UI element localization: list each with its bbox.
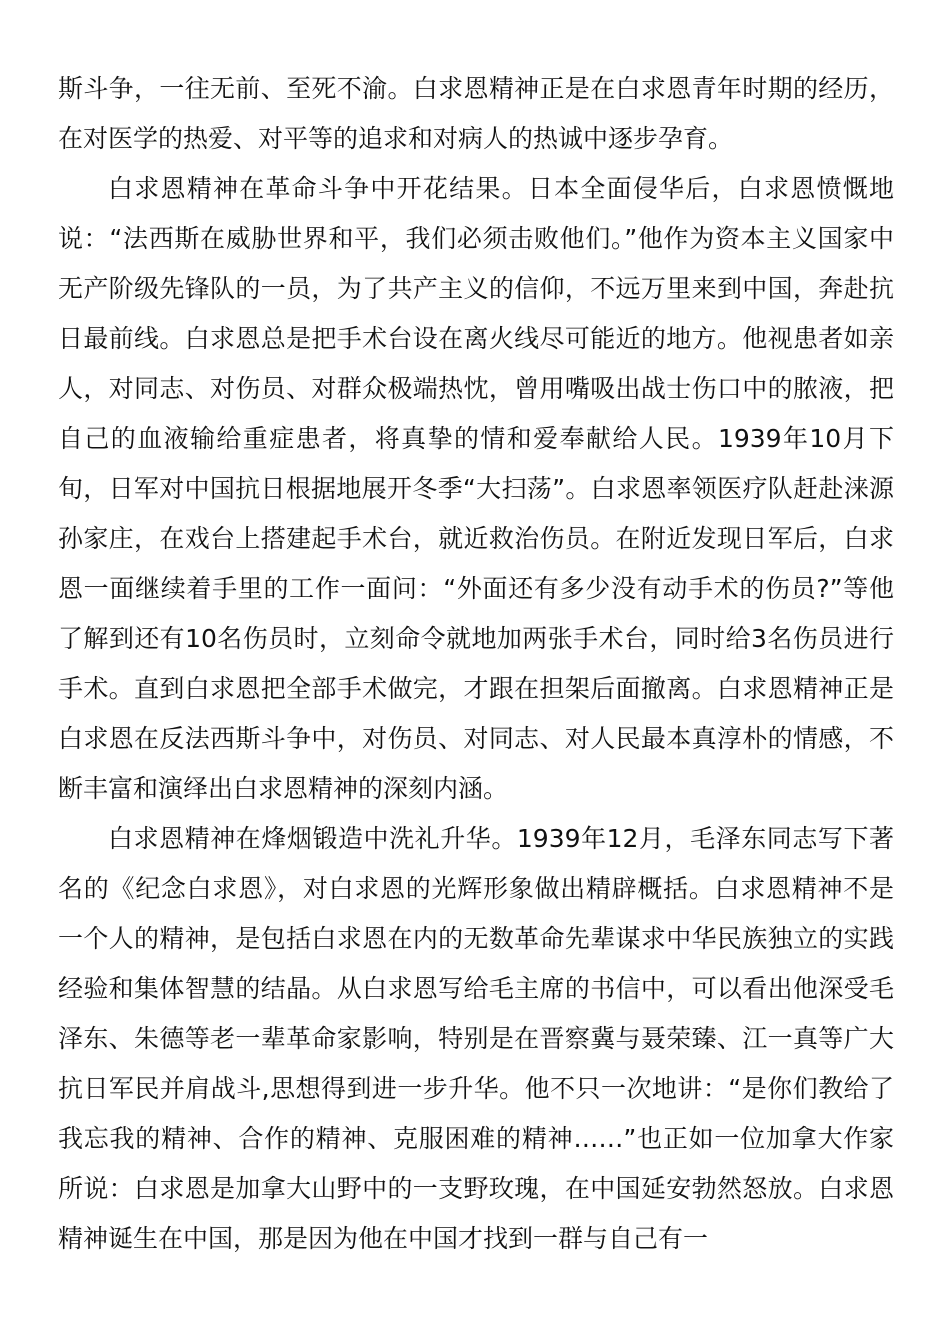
paragraph-continuation: 斯斗争，一往无前、至死不渝。白求恩精神正是在白求恩青年时期的经历，在对医学的热爱、对平等的追求和对病人的热诚中逐步孕育。 bbox=[58, 74, 894, 153]
paragraph-sublimation: 白求恩精神在烽烟锻造中洗礼升华。1939年12月，毛泽东同志写下著名的《纪念白求恩》，对白求恩的光辉形象做出精辟概括。白求恩精神不是一个人的精神，是包括白求恩在内的无数革命先辈谋求中华民族独立的实践经验和集体智慧的结晶。从白求恩写给毛主席的书信中，可以看出他深受毛泽东、朱德等老一辈革命家影响，特别是在晋察冀与聂荣臻、江一真等广大抗日军民并肩战斗,思想得到进一步升华。他不只一次地讲：“是你们教给了我忘我的精神、合作的精神、克服困难的精神……”也正如一位加拿大作家所说：白求恩是加拿大山野中的一支野玫瑰，在中国延安勃然怒放。白求恩精神诞生在中国，那是因为他在中国才找到一群与自己有一 bbox=[58, 824, 894, 1253]
paragraph-revolutionary-struggle: 白求恩精神在革命斗争中开花结果。日本全面侵华后，白求恩愤慨地说：“法西斯在威胁世界和平，我们必须击败他们。”他作为资本主义国家中无产阶级先锋队的一员，为了共产主义的信仰，不远万里来到中国，奔赴抗日最前线。白求恩总是把手术台设在离火线尽可能近的地方。他视患者如亲人，对同志、对伤员、对群众极端热忱，曾用嘴吸出战士伤口中的脓液，把自己的血液输给重症患者，将真挚的情和爱奉献给人民。1939年10月下旬，日军对中国抗日根据地展开冬季“大扫荡”。白求恩率领医疗队赶赴涞源孙家庄，在戏台上搭建起手术台，就近救治伤员。在附近发现日军后，白求恩一面继续着手里的工作一面问：“外面还有多少没有动手术的伤员?”等他了解到还有10名伤员时，立刻命令就地加两张手术台，同时给3名伤员进行手术。直到白求恩把全部手术做完，才跟在担架后面撤离。白求恩精神正是白求恩在反法西斯斗争中，对伤员、对同志、对人民最本真淳朴的情感，不断丰富和演绎出白求恩精神的深刻内涵。 bbox=[58, 174, 894, 803]
document-body bbox=[58, 64, 894, 1264]
